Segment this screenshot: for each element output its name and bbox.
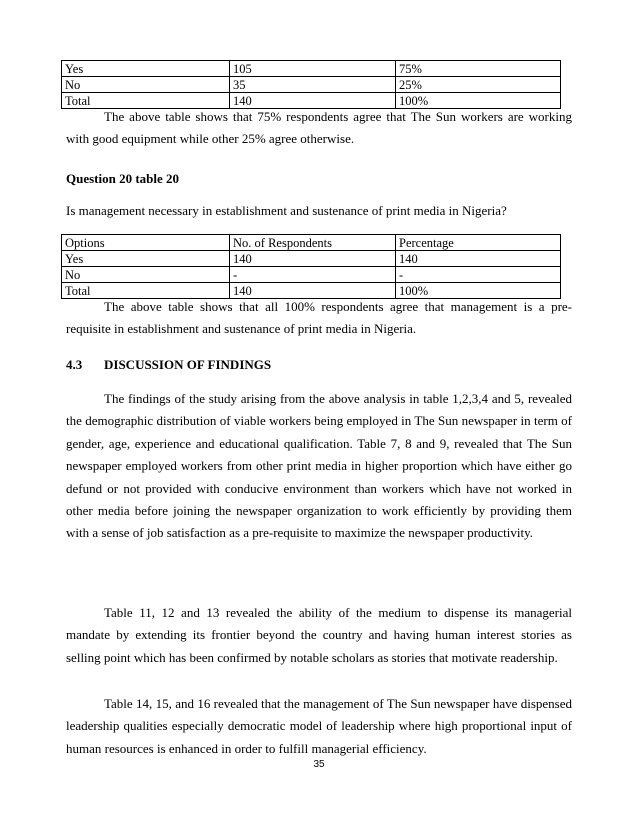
question-heading: Question 20 table 20 [66,171,180,186]
section-number: 4.3 [66,357,83,372]
paragraph-findings-2: Table 11, 12 and 13 revealed the ability of the medium to dispense its managerial mandate by extending its frontier beyond the country and having human interest stories as selling point which has been confirmed by notable scholars as stories that motivate readership. [66,605,572,665]
table-cell: Total [62,93,230,109]
table-cell: 100% [396,93,561,109]
table-cell: No [62,77,230,93]
table-header-cell: Options [62,235,230,251]
table-cell: 35 [230,77,396,93]
table-cell: 140 [396,251,561,267]
question-text: Is management necessary in establishment and sustenance of print media in Nigeria? [66,203,507,218]
table-header-row [62,235,561,251]
table-cell: 140 [230,251,396,267]
table-cell: 75% [396,61,561,77]
table-cell: Yes [62,251,230,267]
table-20 [61,234,561,299]
page-number: 35 [313,759,325,770]
section-heading [66,357,271,373]
table-header-cell: No. of Respondents [230,235,396,251]
table-cell: 105 [230,61,396,77]
paragraph-table19-summary: The above table shows that 75% respondents agree that The Sun workers are working with good equipment while other 25% agree otherwise. [66,109,572,147]
table-cell: 140 [230,93,396,109]
section-title: DISCUSSION OF FINDINGS [104,357,272,372]
table-cell: Yes [62,61,230,77]
table-cell: No [62,267,230,283]
table-cell: 25% [396,77,561,93]
table-row [62,61,561,77]
table-cell: 100% [396,283,561,299]
paragraph-findings-3: Table 14, 15, and 16 revealed that the management of The Sun newspaper have dispensed leadership qualities especially democratic model of leadership where high proportional input of human resources is enhanced in order to fulfill managerial efficiency. [66,696,572,756]
table-cell: Total [62,283,230,299]
table-header-cell: Percentage [396,235,561,251]
table-cell: - [396,267,561,283]
paragraph-findings-1: The findings of the study arising from the above analysis in table 1,2,3,4 and 5, revealed the demographic distribution of viable workers being employed in The Sun newspaper in term of gender, age, experience and educational qualification. Table 7, 8 and 9, revealed that The Sun newspaper employed workers from other print media in higher proportion which have either go defund or not provided with conducive environment than workers which have not worked in other media before joining the newspaper organization to work efficiently by providing them with a sense of job satisfaction as a pre-requisite to maximize the newspaper productivity. [66,391,572,541]
table-row [62,251,561,267]
table-cell: - [230,267,396,283]
paragraph-table20-summary: The above table shows that all 100% respondents agree that management is a pre-requisite in establishment and sustenance of print media in Nigeria. [66,299,572,337]
table-row [62,267,561,283]
table-19 [61,60,561,109]
table-row [62,77,561,93]
table-cell: 140 [230,283,396,299]
